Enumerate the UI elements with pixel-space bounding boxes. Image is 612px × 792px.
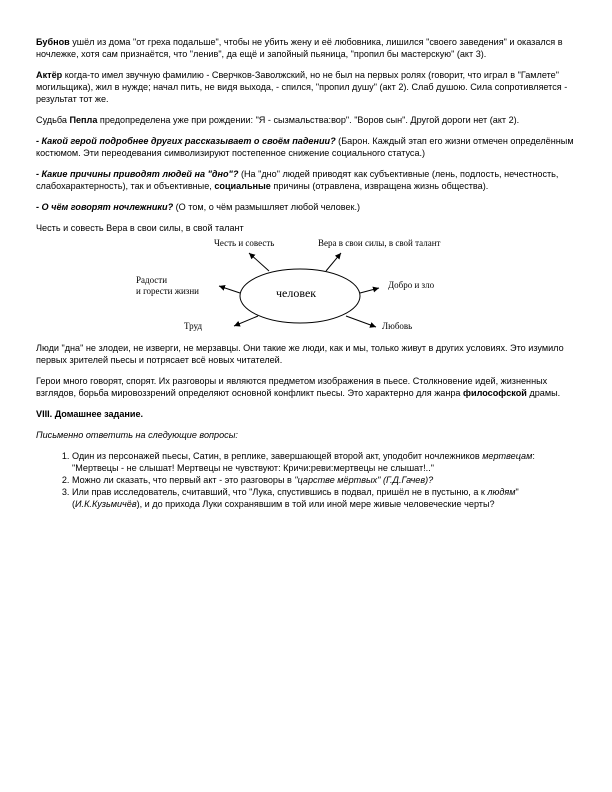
diagram-left-label-1: Радости: [136, 275, 168, 285]
arrow-top-left: [249, 253, 269, 271]
diagram-center-label: человек: [276, 286, 317, 300]
answer-2-part2: причины (отравлена, извращена жизнь общества).: [270, 181, 489, 191]
q1-text-italic: мертвецам: [482, 451, 533, 461]
diagram-bottom-left-label: Труд: [184, 321, 203, 331]
name-bubnov: Бубнов: [36, 37, 70, 47]
arrow-left: [219, 286, 240, 293]
text-heroes-bold: философской: [463, 388, 527, 398]
answer-1: (Барон. Каждый этап его жизни отмечен определённым костюмом. Эти переодевания символизируют постепенное снижение социального статуса.): [36, 136, 574, 158]
paragraph-people: Люди "дна" не злодеи, не изверги, не мерзавцы. Они такие же люди, как и мы, только живут в других условиях. Это изумило первых зрителей пьесы и потрясает всё новых читателей.: [36, 343, 564, 365]
homework-title: VIII. Домашнее задание.: [36, 409, 144, 419]
answer-3: (О том, о чём размышляет любой человек.): [173, 202, 361, 212]
paragraph-heroes: [36, 375, 576, 399]
arrow-top-right: [326, 253, 341, 271]
q3-text-c: ), и до прихода Луки сохранявшим в той или иной мере живые человеческие черты?: [136, 499, 495, 509]
text-actor: когда-то имел звучную фамилию - Сверчков-Заволжский, но не был на первых ролях (говорит, что играл в "Гамлете" могильщика), жил в нужде; начал пить, не видя выхода, - спился, "пропил душу" (акт 2). Слаб душою. Сила сопротивляется - результат тот же.: [36, 70, 568, 104]
homework-questions: [36, 450, 576, 510]
q3-text-a: Или прав исследователь, считавший, что "Лука, спустившись в подвал, пришёл не в пустыню, а к: [72, 487, 488, 497]
q3-text-italic: людям: [487, 487, 516, 497]
homework-intro: Письменно ответить на следующие вопросы:: [36, 430, 238, 440]
diagram-left-label-2: и горести жизни: [136, 286, 199, 296]
text-pepel-before: Судьба: [36, 115, 70, 125]
concept-diagram: [36, 238, 576, 336]
question-3: - О чём говорят ночлежники?: [36, 202, 174, 212]
name-actor: Актёр: [36, 70, 63, 80]
diagram-top-left-label: Честь и совесть: [214, 238, 275, 248]
q3-text-b: " (: [72, 487, 519, 509]
paragraph-question-1: [36, 135, 576, 159]
paragraph-bubnov: [36, 36, 576, 60]
diagram-top-right-label: Вера в свои силы, в свой талант: [318, 238, 441, 248]
q1-text-b: : "Мертвецы - не слышат! Мертвецы не чувствуют: Кричи:реви:мертвецы не слышат!..": [72, 451, 535, 473]
q2-text-a: Можно ли сказать, что первый акт - это разговоры в: [72, 475, 295, 485]
text-heroes: Герои много говорят, спорят. Их разговоры и являются предметом изображения в пьесе. Столкновение идей, жизненных взглядов, борьба мировоззрений определяют основной конфликт пьесы. Это характерно для жанра: [36, 376, 548, 398]
name-pepel: Пепла: [69, 115, 98, 125]
diagram-bottom-right-label: Любовь: [382, 321, 413, 331]
arrow-bottom-left: [234, 316, 258, 326]
question-2: - Какие причины приводят людей на "дно"?: [36, 169, 239, 179]
paragraph-actor: [36, 69, 576, 105]
answer-2-bold: социальные: [214, 181, 271, 191]
document-page: [36, 36, 576, 510]
list-item: [72, 474, 576, 486]
answer-2-part1: (На "дно" людей приводят как субъективные (лень, подлость, нечестность, слабохарактерность), так и объективные,: [36, 169, 559, 191]
question-1: - Какой герой подробнее других рассказывает о своём падении?: [36, 136, 336, 146]
text-heroes-after: драмы.: [526, 388, 561, 398]
list-item: [72, 450, 576, 474]
arrow-right: [360, 288, 379, 293]
paragraph-pepel: [36, 114, 576, 126]
q3-text-italic-2: И.К.Кузьмичёв: [75, 499, 137, 509]
text-pepel: предопределена уже при рождении: "Я - сызмальства:вор". "Воров сын". Другой дороги нет (акт 2).: [97, 115, 520, 125]
diagram-intro: Честь и совесть Вера в свои силы, в свой талант: [36, 223, 244, 233]
text-bubnov: ушёл из дома "от греха подальше", чтобы не убить жену и её любовника, лишился "своего заведения" и оказался в ночлежке, хотя сам признаётся, что "ленив", да ещё и запойный пьяница, "пропил бы мастерскую" (акт 3).: [36, 37, 563, 59]
list-item: [72, 486, 576, 510]
paragraph-question-3: [36, 201, 576, 213]
paragraph-question-2: [36, 168, 576, 192]
diagram-right-label: Добро и зло: [388, 280, 435, 290]
arrow-bottom-right: [346, 316, 376, 327]
q2-text-italic: "царстве мёртвых" (Г.Д.Гачев)?: [294, 475, 434, 485]
q1-text-a: Один из персонажей пьесы, Сатин, в реплике, завершающей второй акт, уподобит ночлежников: [72, 451, 483, 461]
